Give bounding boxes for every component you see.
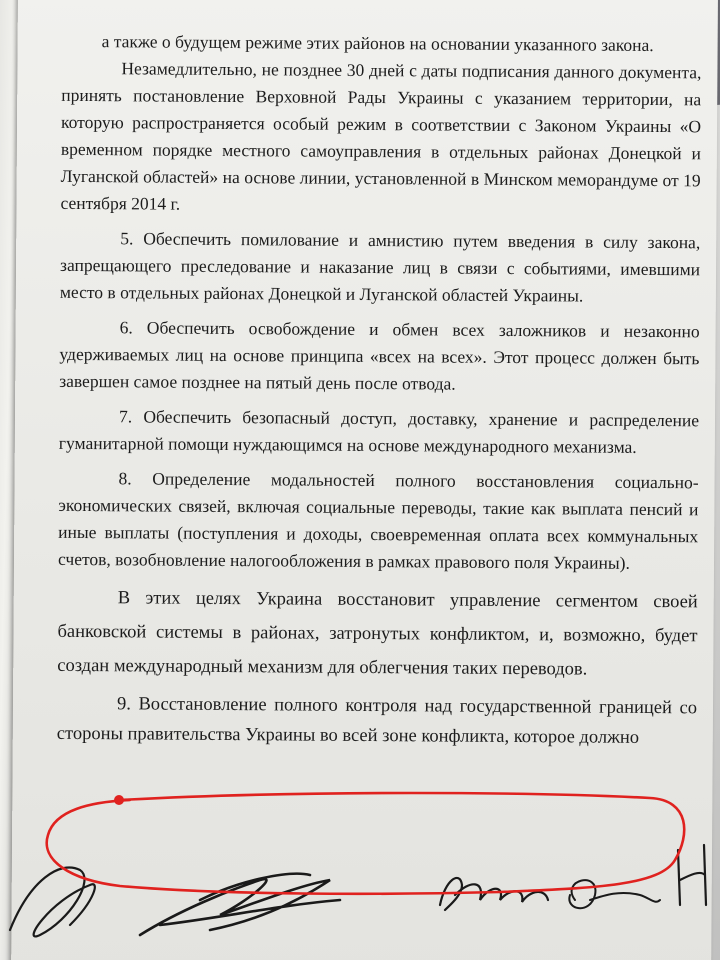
paragraph-item-8: 8. Определение модальностей полного восстановления социально-экономических связей, включая социальные переводы, такие как выплата пенсий и иные выплаты (поступления и доходы, своевременная оплата всех коммунальных счетов, возобновление налогообложения в рамках правового поля Украины).	[57, 468, 699, 573]
paragraph-item-6: 6. Обеспечить освобождение и обмен всех заложников и незаконно удерживаемых лиц на основе принципа «всех на всех». Этот процесс должен быть завершен самое позднее на пятый день после отвода.	[59, 317, 700, 394]
paragraph-item-5: 5. Обеспечить помилование и амнистию путем введения в силу закона, запрещающего преследование и наказание лиц в связи с событиями, имевшими место в отдельных районах Донецкой и Луганской областей Украины.	[59, 228, 701, 306]
paragraph-resolution: Незамедлительно, не позднее 30 дней с даты подписания данного документа, принять постановление Верховной Рады Украины с указанием территории, на которую распространяется особый режим в соответствии с Законом Украины «О временном порядке местного самоуправления в отдельных районах Донецкой и Луганской областей» на основе линии, установленной в Минском меморандуме от 19 сентября 2014 г.	[60, 58, 702, 214]
paragraph-continuation: а также о будущем режиме этих районов на основании указанного закона.	[101, 31, 654, 55]
signature-4	[569, 880, 660, 908]
paragraph-item-9: 9. Восстановление полного контроля над государственной границей со стороны правительства Украины во всей зоне конфликта, которое должно	[56, 694, 698, 748]
signature-5	[678, 845, 706, 905]
paragraph-item-7: 7. Обеспечить безопасный доступ, доставку, хранение и распределение гуманитарной помощи нуждающимся на основе международного механизма.	[58, 406, 700, 457]
paragraph-banking: В этих целях Украина восстановит управление сегментом своей банковской системы в районах, затронутых конфликтом, и, возможно, будет создан международный механизм для облегчения таких переводов.	[57, 588, 698, 680]
signature-3	[440, 878, 548, 910]
signature-1	[10, 868, 95, 937]
signature-2	[140, 874, 340, 935]
